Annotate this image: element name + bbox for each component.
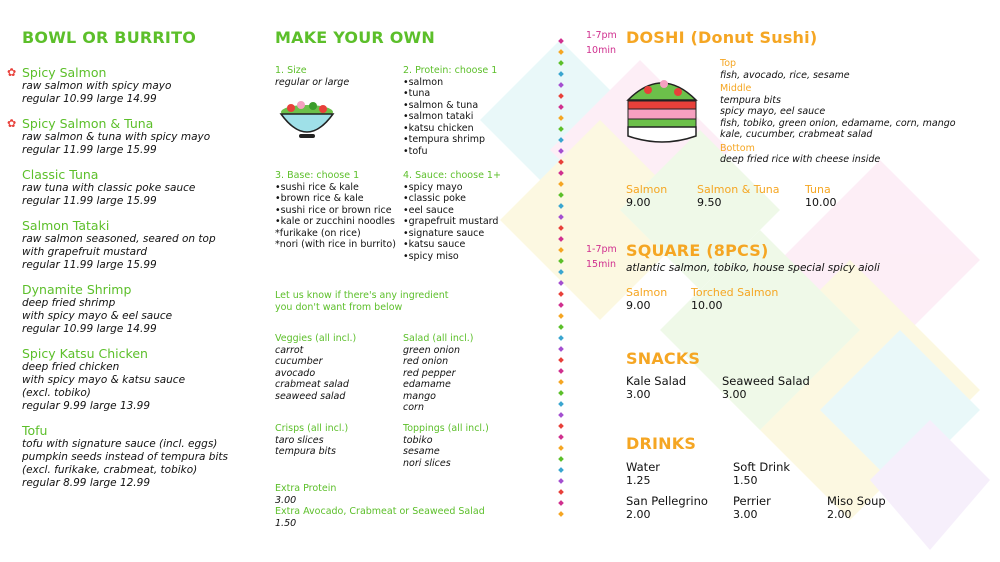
bowl-item — [22, 167, 262, 207]
square-desc: atlantic salmon, tobiko, house special spicy aioli — [626, 262, 880, 274]
list-item: red onion — [403, 356, 449, 367]
extra-protein-title: Extra Protein — [275, 483, 337, 494]
list-item: deep fried rice with cheese inside — [720, 154, 881, 165]
divider-dot — [558, 379, 564, 385]
drinks-title: DRINKS — [626, 434, 697, 453]
veggies-list — [275, 345, 400, 403]
doshi-price-3: Tuna 10.00 — [805, 183, 837, 209]
divider-dot — [558, 335, 564, 341]
square-price-2: Torched Salmon 10.00 — [691, 286, 779, 312]
divider-dot — [558, 236, 564, 242]
bowl-item-price: regular 10.99 large 14.99 — [22, 93, 157, 105]
doshi-price-1: Salmon 9.00 — [626, 183, 668, 209]
divider-dot — [558, 357, 564, 363]
divider-dot — [558, 49, 564, 55]
bowl-item-name: Spicy Katsu Chicken — [22, 346, 148, 361]
snack-1: Kale Salad 3.00 — [626, 374, 687, 401]
drink-3: San Pellegrino 2.00 — [626, 494, 708, 521]
divider-dot — [558, 247, 564, 253]
divider-dot — [558, 313, 564, 319]
crisps-title: Crisps (all incl.) — [275, 423, 349, 434]
doshi-price-2: Salmon & Tuna 9.50 — [697, 183, 780, 209]
list-item: •katsu chicken — [403, 122, 474, 134]
divider-dot — [558, 280, 564, 286]
divider-dot — [558, 71, 564, 77]
bowl-item-name: Classic Tuna — [22, 167, 99, 182]
bowl-item-name: Dynamite Shrimp — [22, 282, 132, 297]
divider-dot — [558, 324, 564, 330]
bowl-item-desc: with spicy mayo & eel sauce — [22, 310, 173, 322]
bowl-item — [7, 116, 262, 156]
list-item: cucumber — [275, 356, 323, 367]
bowl-item-price: regular 9.99 large 13.99 — [22, 400, 151, 412]
spicy-pepper-icon: ✿ — [7, 66, 17, 79]
list-item: nori slices — [403, 457, 451, 469]
list-item: •tempura shrimp — [403, 134, 486, 145]
bowl-item-desc: raw salmon & tuna with spicy mayo — [22, 131, 211, 143]
divider-dot — [558, 423, 564, 429]
divider-dot — [558, 456, 564, 462]
divider-dot — [558, 401, 564, 407]
list-item: kale, cucumber, crabmeat salad — [720, 129, 873, 140]
ingredient-note: Let us know if there's any ingredient you don't want from below — [275, 290, 449, 313]
salad-list — [403, 345, 543, 414]
bowl-item-desc: tofu with signature sauce (incl. eggs) — [22, 438, 218, 450]
divider-dot — [558, 258, 564, 264]
divider-dot — [558, 203, 564, 209]
list-item: taro slices — [275, 434, 324, 446]
list-item: tempura bits — [275, 446, 336, 457]
list-item: tempura bits — [720, 94, 781, 106]
poke-bowl-icon — [277, 94, 337, 144]
drink-2: Soft Drink 1.50 — [733, 460, 791, 487]
crisps-list — [275, 435, 400, 458]
list-item: *furikake (on rice) — [275, 227, 361, 239]
drink-5: Miso Soup 2.00 — [827, 494, 886, 521]
divider-dot — [558, 93, 564, 99]
square-price-1: Salmon 9.00 — [626, 286, 668, 312]
myo-protein — [403, 65, 543, 157]
list-item: •salmon tataki — [403, 111, 474, 122]
list-item: •spicy mayo — [403, 181, 463, 193]
divider-dot — [558, 82, 564, 88]
bowl-item — [22, 346, 262, 412]
divider-dot — [558, 511, 564, 517]
toppings-list — [403, 435, 543, 470]
divider-dot — [558, 192, 564, 198]
snacks-title: SNACKS — [626, 349, 701, 368]
divider-dot — [558, 60, 564, 66]
list-item: •tofu — [403, 145, 428, 157]
list-item: red pepper — [403, 367, 456, 379]
myo-crisps — [275, 423, 400, 458]
divider-dot — [558, 214, 564, 220]
square-time: 1-7pm 15min — [586, 244, 617, 270]
divider-dot — [558, 467, 564, 473]
bowl-item-price: regular 8.99 large 12.99 — [22, 477, 151, 489]
list-item: sesame — [403, 446, 440, 457]
bowl-item-desc: with spicy mayo & katsu sauce — [22, 374, 186, 386]
veggies-title: Veggies (all incl.) — [275, 333, 357, 344]
divider-dot — [558, 104, 564, 110]
doshi-middle-label: Middle — [720, 83, 752, 94]
bowl-item-price: regular 11.99 large 15.99 — [22, 195, 157, 207]
list-item: •grapefruit mustard — [403, 216, 499, 227]
list-item: •signature sauce — [403, 227, 485, 239]
divider-dot — [558, 181, 564, 187]
drink-1: Water 1.25 — [626, 460, 660, 487]
divider-dot — [558, 434, 564, 440]
divider-dot — [558, 148, 564, 154]
toppings-title: Toppings (all incl.) — [403, 423, 489, 434]
myo-toppings — [403, 423, 543, 469]
divider-dot — [558, 412, 564, 418]
extra-avocado-title: Extra Avocado, Crabmeat or Seaweed Salad — [275, 506, 485, 517]
divider-dot — [558, 390, 564, 396]
size-sub: regular or large — [275, 76, 350, 88]
base-title: 3. Base: choose 1 — [275, 170, 360, 181]
base-list — [275, 182, 400, 251]
myo-size — [275, 65, 400, 148]
bowl-item-desc: (excl. tobiko) — [22, 387, 91, 399]
list-item: seaweed salad — [275, 390, 346, 402]
divider-dot — [558, 368, 564, 374]
doshi-top-label: Top — [720, 58, 737, 69]
divider-dot — [558, 291, 564, 297]
list-item: tobiko — [403, 434, 433, 446]
list-item: •spicy miso — [403, 250, 459, 262]
salad-title: Salad (all incl.) — [403, 333, 474, 344]
list-item: •tuna — [403, 88, 431, 99]
bowl-item-desc: raw salmon seasoned, seared on top — [22, 233, 216, 245]
myo-salad — [403, 333, 543, 414]
list-item: •kale or zucchini noodles — [275, 216, 395, 227]
donut-sushi-icon — [622, 70, 702, 150]
list-item: edamame — [403, 379, 451, 390]
bowl-item-desc: with grapefruit mustard — [22, 246, 148, 258]
list-item: fish, avocado, rice, sesame — [720, 69, 850, 81]
myo-title: MAKE YOUR OWN — [275, 28, 435, 47]
divider-dot — [558, 302, 564, 308]
dotted-divider — [557, 35, 567, 535]
bowl-item-name: ✿ Spicy Salmon & Tuna — [7, 116, 154, 131]
list-item: green onion — [403, 344, 460, 356]
myo-veggies — [275, 333, 400, 402]
divider-dot — [558, 269, 564, 275]
doshi-time: 1-7pm 10min — [586, 30, 617, 56]
protein-title: 2. Protein: choose 1 — [403, 65, 498, 76]
myo-extras — [275, 483, 545, 529]
bowl-item — [22, 218, 262, 271]
list-item: •katsu sauce — [403, 239, 466, 250]
divider-dot — [558, 489, 564, 495]
make-your-own-section — [275, 28, 545, 47]
doshi-bottom-label: Bottom — [720, 142, 755, 154]
spicy-pepper-icon: ✿ — [7, 117, 17, 130]
list-item: mango — [403, 390, 436, 402]
myo-base — [275, 170, 400, 251]
divider-dot — [558, 115, 564, 121]
doshi-layers — [720, 58, 960, 166]
bowl-item-name: Tofu — [22, 423, 48, 438]
bowl-item-desc: deep fried chicken — [22, 361, 120, 373]
divider-dot — [558, 170, 564, 176]
list-item: fish, tobiko, green onion, edamame, corn, mango — [720, 117, 956, 129]
bowl-item-name: Salmon Tataki — [22, 218, 110, 233]
list-item: spicy mayo, eel sauce — [720, 106, 826, 117]
bowl-item-desc: deep fried shrimp — [22, 297, 116, 309]
sauce-title: 4. Sauce: choose 1+ — [403, 170, 501, 181]
divider-dot — [558, 159, 564, 165]
bowl-item — [22, 423, 262, 489]
list-item: •salmon — [403, 76, 444, 88]
bowl-item — [22, 282, 262, 335]
bowl-item-price: regular 11.99 large 15.99 — [22, 144, 157, 156]
bowl-item-desc: raw tuna with classic poke sauce — [22, 182, 196, 194]
square-title: SQUARE (8PCS) — [626, 241, 769, 260]
bowl-item-desc: pumpkin seeds instead of tempura bits — [22, 451, 228, 463]
divider-dot — [558, 126, 564, 132]
bowl-item-name: ✿ Spicy Salmon — [7, 65, 107, 80]
size-title: 1. Size — [275, 65, 307, 76]
list-item: •sushi rice & kale — [275, 181, 359, 193]
snack-2: Seaweed Salad 3.00 — [722, 374, 810, 401]
sauce-list — [403, 182, 543, 263]
divider-dot — [558, 500, 564, 506]
bowl-item-desc: raw salmon with spicy mayo — [22, 80, 172, 92]
bowl-item-price: regular 11.99 large 15.99 — [22, 259, 157, 271]
list-item: •eel sauce — [403, 204, 454, 216]
divider-dot — [558, 445, 564, 451]
extra-avocado-price: 1.50 — [275, 517, 297, 529]
bowl-item-desc: (excl. furikake, crabmeat, tobiko) — [22, 464, 198, 476]
list-item: •salmon & tuna — [403, 99, 479, 111]
divider-dot — [558, 38, 564, 44]
bowl-item-price: regular 10.99 large 14.99 — [22, 323, 157, 335]
list-item: •brown rice & kale — [275, 193, 364, 204]
list-item: carrot — [275, 344, 304, 356]
list-item: avocado — [275, 367, 316, 379]
doshi-title: DOSHI (Donut Sushi) — [626, 28, 818, 47]
divider-dot — [558, 346, 564, 352]
divider-dot — [558, 137, 564, 143]
divider-dot — [558, 478, 564, 484]
myo-sauce — [403, 170, 543, 262]
bowl-items — [7, 65, 262, 489]
bowl-title: BOWL OR BURRITO — [22, 28, 196, 47]
list-item: crabmeat salad — [275, 379, 349, 390]
bowl-section — [7, 28, 262, 500]
extra-protein-price: 3.00 — [275, 494, 297, 506]
protein-list — [403, 77, 543, 158]
list-item: •classic poke — [403, 193, 466, 204]
list-item: •sushi rice or brown rice — [275, 204, 392, 216]
bowl-item — [7, 65, 262, 105]
list-item: corn — [403, 402, 424, 413]
divider-dot — [558, 225, 564, 231]
drink-4: Perrier 3.00 — [733, 494, 771, 521]
list-item: *nori (with rice in burrito) — [275, 239, 396, 250]
